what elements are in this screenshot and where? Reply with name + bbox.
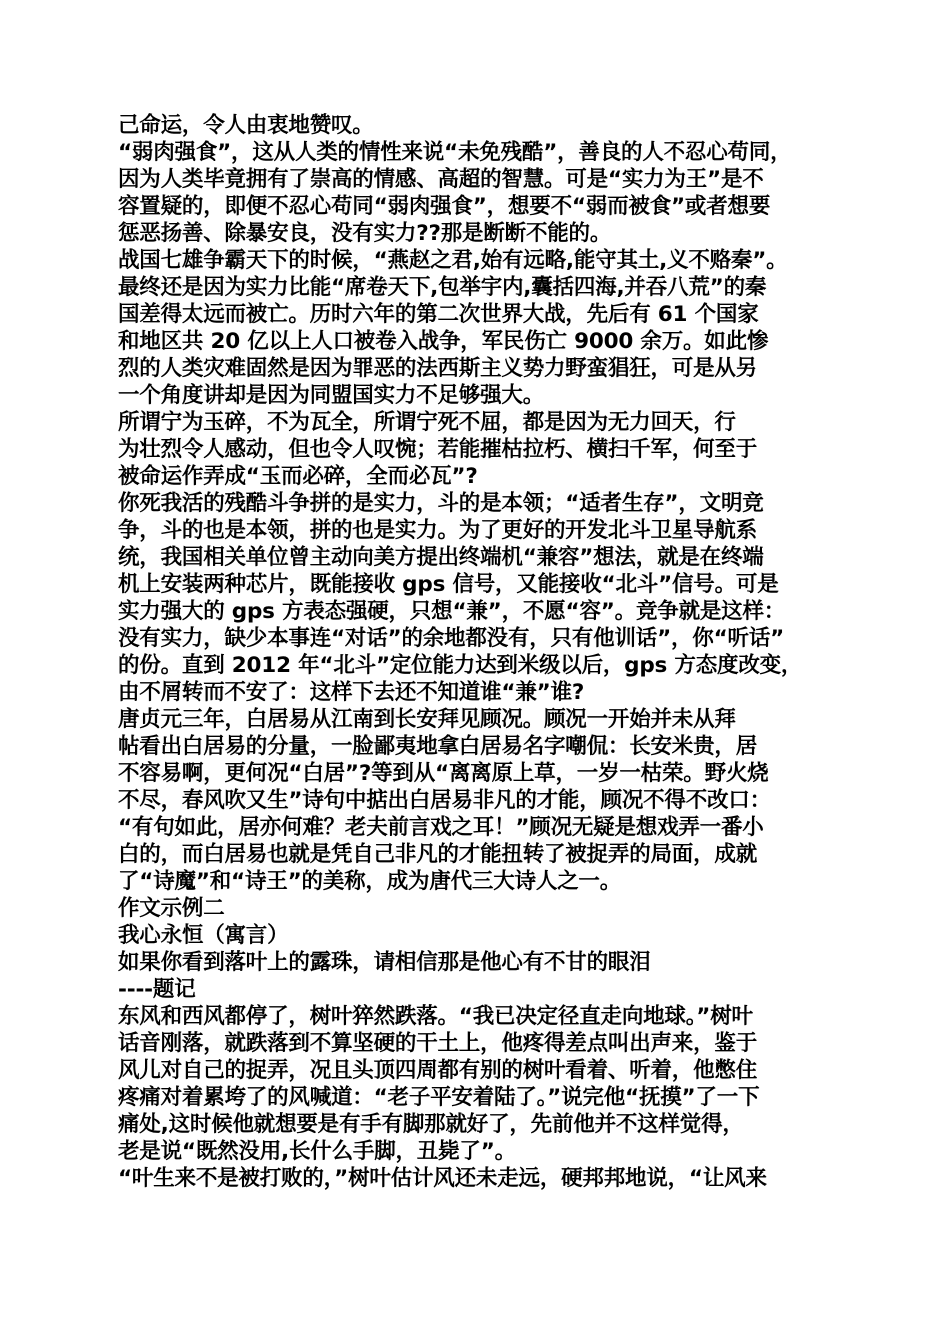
document-page	[118, 112, 838, 1192]
text-line: 帖看出白居易的分量，一脸鄙夷地拿白居易名字嘲侃：长安米贵，居	[118, 734, 758, 759]
essay-title: 我心永恒（寓言）	[118, 923, 289, 948]
text-line: 战国七雄争霸天下的时候，“燕赵之君,始有远略,能守其土,义不赂秦”。	[118, 248, 788, 273]
text-line: 因为人类毕竟拥有了崇高的情感、高超的智慧。可是“实力为王”是不	[118, 167, 764, 192]
text-line: 容置疑的，即便不忍心苟同“弱肉强食”，想要不“弱而被食”或者想要	[118, 194, 771, 219]
text-line: 没有实力，缺少本事连“对话”的余地都没有，只有他训话”，你“听话”	[118, 626, 785, 651]
text-line: 最终还是因为实力比能“席卷天下,包举宇内,囊括四海,并吞八荒”的秦	[118, 275, 767, 300]
text-line: 实力强大的 gps 方表态强硬，只想“兼”，不愿“容”。竞争就是这样：	[118, 599, 786, 624]
text-line: 被命运作弄成“玉而必碎，全而必瓦”?	[118, 464, 478, 489]
text-line: 话音刚落，就跌落到不算坚硬的干土上，他疼得差点叫出声来，鉴于	[118, 1031, 758, 1056]
text-line: 不容易啊，更何况“白居”?等到从“离离原上草，一岁一枯荣。野火烧	[118, 761, 769, 786]
text-line: 的份。直到 2012 年“北斗”定位能力达到米级以后，gps 方态度改变，	[118, 653, 803, 678]
text-line: 你死我活的残酷斗争拼的是实力，斗的是本领；“适者生存”，文明竞	[118, 491, 764, 516]
text-line: 和地区共 20 亿以上人口被卷入战争，军民伤亡 9000 余万。如此惨	[118, 329, 769, 354]
text-line: 痛处,这时候他就想要是有手有脚那就好了，先前他并不这样觉得，	[118, 1112, 744, 1137]
text-line: 疼痛对着累垮了的风喊道：“老子平安着陆了。”说完他“抚摸”了一下	[118, 1085, 760, 1110]
text-line: 所谓宁为玉碎，不为瓦全，所谓宁死不屈，都是因为无力回天，行	[118, 410, 736, 435]
text-line: 惩恶扬善、除暴安良，没有实力??那是断断不能的。	[118, 221, 612, 246]
text-line: 烈的人类灾难固然是因为罪恶的法西斯主义势力野蛮猖狂，可是从另	[118, 356, 758, 381]
text-line: 一个角度讲却是因为同盟国实力不足够强大。	[118, 383, 545, 408]
text-line: “弱肉强食”，这从人类的情性来说“未免残酷”，善良的人不忍心苟同，	[118, 140, 792, 165]
section-heading: 作文示例二	[118, 896, 225, 921]
text-line: 老是说“既然没用,长什么手脚，丑毙了”。	[118, 1139, 516, 1164]
epigraph-attribution: ----题记	[118, 977, 196, 1002]
text-line: 了“诗魔”和“诗王”的美称，成为唐代三大诗人之一。	[118, 869, 622, 894]
text-line: 不尽，春风吹又生”诗句中掂出白居易非凡的才能，顾况不得不改口：	[118, 788, 771, 813]
text-line: 机上安装两种芯片，既能接收 gps 信号，又能接收“北斗”信号。可是	[118, 572, 779, 597]
text-line: 争，斗的也是本领，拼的也是实力。为了更好的开发北斗卫星导航系	[118, 518, 758, 543]
text-line: 己命运，令人由衷地赞叹。	[118, 113, 374, 138]
text-line: 白的，而白居易也就是凭自己非凡的才能扭转了被捉弄的局面，成就	[118, 842, 758, 867]
text-line: 国差得太远而被亡。历时六年的第二次世界大战，先后有 61 个国家	[118, 302, 759, 327]
text-line: 为壮烈令人感动，但也令人叹惋；若能摧枯拉朽、横扫千军，何至于	[118, 437, 758, 462]
text-line: 统，我国相关单位曾主动向美方提出终端机“兼容”想法，就是在终端	[118, 545, 764, 570]
epigraph: 如果你看到落叶上的露珠，请相信那是他心有不甘的眼泪	[118, 950, 651, 975]
text-line: 由不屑转而不安了：这样下去还不知道谁“兼”谁?	[118, 680, 585, 705]
text-line: “叶生来不是被打败的，”树叶估计风还未走远，硬邦邦地说，“让风来	[118, 1166, 767, 1191]
text-line: 东风和西风都停了，树叶猝然跌落。“我已决定径直走向地球。”树叶	[118, 1004, 753, 1029]
text-line: 风儿对自己的捉弄，况且头顶四周都有别的树叶看着、听着，他憋住	[118, 1058, 758, 1083]
text-line: “有句如此，居亦何难？老夫前言戏之耳！”顾况无疑是想戏弄一番小	[118, 815, 764, 840]
text-line: 唐贞元三年，白居易从江南到长安拜见顾况。顾况一开始并未从拜	[118, 707, 736, 732]
